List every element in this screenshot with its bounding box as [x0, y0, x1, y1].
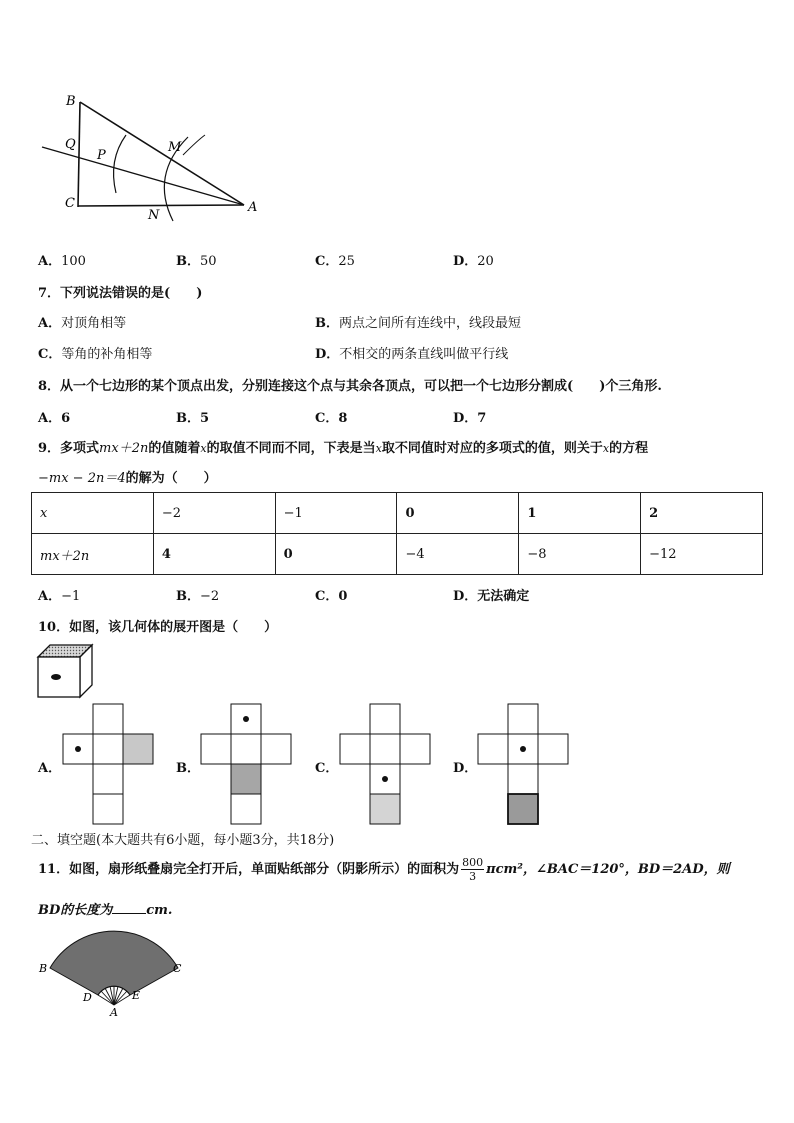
option-text: −2 — [200, 589, 220, 604]
option-text: 对顶角相等 — [61, 316, 127, 331]
q9-polynomial: mx＋2n — [99, 441, 149, 456]
q9-variable: x — [375, 442, 382, 455]
q11-text: 11．如图，扇形纸叠扇完全打开后，单面贴纸部分（阴影所示）的面积为 — [38, 862, 460, 877]
option-letter: C． — [315, 411, 339, 426]
option-letter: A． — [38, 316, 62, 331]
option-letter: C． — [315, 254, 339, 269]
table-cell: 4 — [153, 534, 275, 575]
table-cell: 0 — [397, 493, 519, 534]
q8-option-a — [38, 407, 70, 426]
option-letter: C． — [315, 589, 339, 604]
q7-option-b — [315, 312, 521, 331]
table-cell: 2 — [641, 493, 763, 534]
option-text: −1 — [61, 589, 81, 604]
q10-stem: 10．如图，该几何体的展开图是（ ） — [38, 620, 278, 635]
option-letter: B． — [315, 316, 339, 331]
option-letter: D． — [453, 761, 478, 776]
q6-label-m: M — [168, 140, 182, 155]
q11-label-d: D — [83, 991, 92, 1004]
option-text: 8 — [338, 411, 348, 426]
table-row — [32, 493, 763, 534]
q11-fan-figure — [36, 918, 186, 1018]
q8-option-c — [315, 407, 347, 426]
q11-label-e: E — [132, 989, 141, 1002]
q10-net-c[interactable] — [339, 703, 431, 825]
q6-label-b: B — [66, 94, 76, 109]
q11-label-a: A — [110, 1006, 118, 1018]
q6-label-p: P — [97, 148, 106, 163]
option-letter: D． — [453, 589, 478, 604]
q9-option-b — [176, 585, 219, 604]
section-heading: 二、填空题(本大题共有6小题，每小题3分，共18分) — [31, 833, 335, 848]
q6-figure — [30, 85, 270, 230]
q9-stem-line2 — [38, 467, 217, 486]
q9-equation: −mx − 2n＝4 — [38, 471, 126, 486]
option-letter: B． — [176, 589, 200, 604]
q7-option-c — [38, 343, 152, 362]
q7-stem: 7．下列说法错误的是( ) — [38, 286, 203, 301]
q6-label-q: Q — [65, 137, 76, 152]
q6-label-c: C — [65, 196, 75, 211]
q10-net-d[interactable] — [477, 703, 569, 825]
option-text: 两点之间所有连线中，线段最短 — [339, 316, 522, 331]
q8-option-d — [453, 407, 486, 426]
option-letter: B． — [176, 254, 200, 269]
q7-option-a — [38, 312, 126, 331]
q9-text: 的方程 — [609, 441, 649, 456]
table-cell: x — [32, 493, 154, 534]
q11-text: BD的长度为 — [38, 903, 113, 918]
q10-option-b[interactable] — [176, 757, 200, 776]
option-text: 20 — [477, 254, 494, 269]
answer-blank[interactable] — [112, 901, 146, 914]
table-row — [32, 534, 763, 575]
q10-option-a[interactable] — [38, 757, 61, 776]
q9-option-a — [38, 585, 80, 604]
q11-label-b: B — [39, 962, 48, 975]
q6-option-d — [453, 250, 494, 269]
q6-label-n: N — [148, 208, 160, 223]
q11-stem-line1 — [38, 852, 730, 888]
table-cell: −1 — [275, 493, 397, 534]
q10-net-b[interactable] — [200, 703, 292, 825]
option-letter: C． — [315, 761, 339, 776]
option-text: 25 — [338, 254, 355, 269]
q11-label-c: C — [173, 962, 182, 975]
q6-option-a — [38, 250, 86, 269]
q10-option-c[interactable] — [315, 757, 338, 776]
option-text: 50 — [200, 254, 217, 269]
option-text: 0 — [338, 589, 348, 604]
option-letter: A． — [38, 761, 62, 776]
option-text: 7 — [477, 411, 487, 426]
q9-text: 的取值不同而不同，下表是当 — [206, 441, 376, 456]
option-letter: A． — [38, 589, 62, 604]
option-text: 等角的补角相等 — [61, 347, 153, 362]
q8-option-b — [176, 407, 209, 426]
q9-variable: x — [200, 442, 207, 455]
q9-text: 9．多项式 — [38, 441, 100, 456]
option-letter: C． — [38, 347, 62, 362]
q9-table — [31, 492, 763, 575]
table-cell: 0 — [275, 534, 397, 575]
q9-text: 的解为（ ） — [125, 471, 217, 486]
fraction-denominator: 3 — [469, 870, 477, 883]
table-cell: −2 — [153, 493, 275, 534]
option-text: 5 — [200, 411, 210, 426]
q10-option-d[interactable] — [453, 757, 477, 776]
fraction-numerator: 800 — [462, 856, 484, 869]
table-cell: −8 — [519, 534, 641, 575]
option-text: 无法确定 — [477, 589, 530, 604]
q10-cube-figure — [36, 643, 96, 699]
q11-text: πcm²，∠BAC＝120°，BD＝2AD，则 — [486, 862, 730, 877]
option-letter: B． — [176, 761, 200, 776]
option-letter: D． — [453, 411, 478, 426]
table-cell: 1 — [519, 493, 641, 534]
q10-net-a[interactable] — [62, 703, 154, 825]
table-cell: −4 — [397, 534, 519, 575]
q6-option-c — [315, 250, 355, 269]
table-cell: mx＋2n — [32, 534, 154, 575]
q9-text: 取不同值时对应的多项式的值，则关于 — [381, 441, 603, 456]
q8-stem: 8．从一个七边形的某个顶点出发，分别连接这个点与其余各顶点，可以把一个七边形分割成( )个三角形. — [38, 379, 662, 394]
option-letter: D． — [453, 254, 478, 269]
q6-option-b — [176, 250, 217, 269]
option-text: 6 — [61, 411, 71, 426]
q7-option-d — [315, 343, 508, 362]
option-letter: A． — [38, 254, 62, 269]
table-cell: −12 — [641, 534, 763, 575]
q11-stem-line2 — [38, 899, 172, 918]
option-letter: B． — [176, 411, 200, 426]
option-letter: A． — [38, 411, 62, 426]
option-text: 100 — [61, 254, 86, 269]
option-text: 不相交的两条直线叫做平行线 — [339, 347, 509, 362]
q6-label-a: A — [248, 200, 258, 215]
q11-fraction — [461, 856, 484, 883]
q9-option-d — [453, 585, 529, 604]
q9-text: 的值随着 — [148, 441, 201, 456]
q9-option-c — [315, 585, 347, 604]
q11-text: cm. — [146, 903, 173, 918]
q9-variable: x — [602, 442, 610, 455]
q9-stem-line1 — [38, 437, 648, 456]
option-letter: D． — [315, 347, 340, 362]
